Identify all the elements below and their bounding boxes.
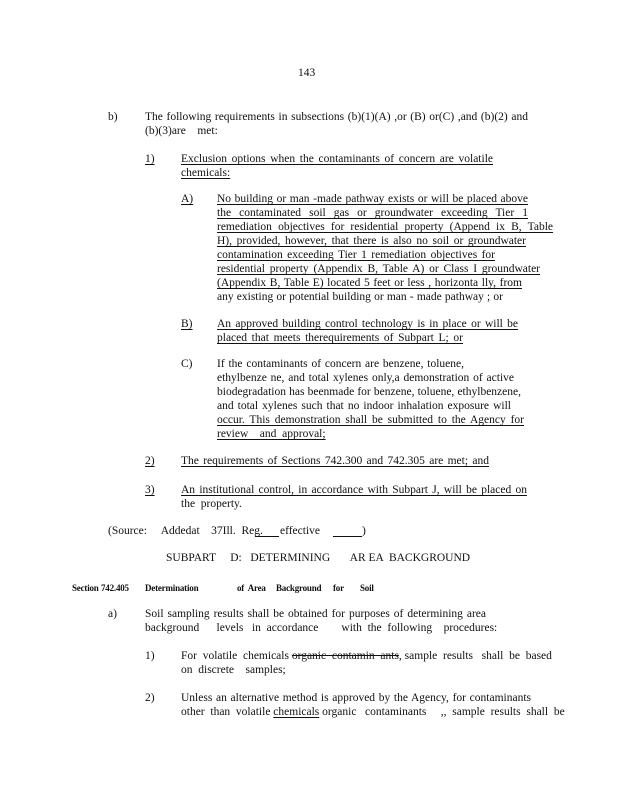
item-b-line-1: The following requirements in subsections (b)(1)(A) ,or (B) or(C) ,and (b)(2) and — [145, 111, 528, 123]
item-3-line-1: An institutional control, in accordance with Subpart J, will be placed on — [181, 484, 527, 496]
item-A-line-2: the contaminated soil gas or groundwater exceeding Tier 1 — [217, 207, 528, 219]
item-b-label: b) — [108, 111, 118, 123]
section-title-4: for — [333, 583, 344, 593]
subpart-heading: SUBPART D: DETERMINING AR EA BACKGROUND — [166, 552, 471, 564]
section-title-2: of Area — [237, 583, 266, 593]
item-a2-underlined: chemicals — [273, 706, 320, 718]
item-C-line-1: If the contaminants of concern are benzene, toluene, — [217, 358, 464, 370]
source-suffix: ) — [362, 525, 366, 537]
item-a1-struck: organic contamin ants — [291, 650, 399, 662]
item-A-line-6: residential property (Appendix B, Table A) or Class I groundwater — [217, 263, 540, 275]
item-a2-line-2 — [181, 705, 565, 719]
item-C-line-2: ethylbenze ne, and total xylenes only,a demonstration of active — [217, 372, 514, 384]
item-a2-pre: other than volatile — [181, 706, 271, 718]
item-A-line-7: (Appendix B, Table E) located 5 feet or less , horizonta lly, from — [217, 277, 522, 289]
item-a-line-2: background levels in accordance with the following procedures: — [145, 622, 498, 634]
item-1-line-1: Exclusion options when the contaminants of concern are volatile — [181, 153, 493, 165]
item-A-line-3: remediation objectives for residential property (Append ix B, Table — [217, 221, 553, 233]
item-B-line-2: placed that meets therequirements of Subpart L; or — [217, 332, 463, 344]
source-blank-1 — [255, 536, 279, 537]
section-title-1: Determination — [145, 583, 199, 593]
item-C-line-3: biodegradation has beenmade for benzene, toluene, ethylbenzene, — [217, 386, 521, 398]
item-C-label: C) — [181, 358, 193, 370]
source-effective: effective — [280, 525, 321, 537]
section-number: 742.405 — [101, 583, 129, 593]
item-a1-line-2: on discrete samples; — [181, 664, 286, 676]
item-a2-label: 2) — [145, 692, 155, 704]
item-2-label: 2) — [145, 455, 155, 467]
item-b-line-2: (b)(3)are met: — [145, 125, 218, 137]
item-C-line-5: occur. This demonstration shall be submitted to the Agency for — [217, 414, 524, 426]
item-a1-label: 1) — [145, 650, 155, 662]
item-1-label: 1) — [145, 153, 155, 165]
item-a-label: a) — [108, 608, 117, 620]
item-C-line-4: and total xylenes such that no indoor inhalation exposure will — [217, 400, 511, 412]
item-a2-line-1: Unless an alternative method is approved by the Agency, for contaminants — [181, 692, 531, 704]
item-A-label: A) — [181, 193, 194, 205]
item-B-label: B) — [181, 318, 193, 330]
item-3-line-2: the property. — [181, 498, 242, 510]
item-A-line-5: contamination exceeding Tier 1 remediation objectives for — [217, 249, 495, 261]
item-A-line-1: No building or man -made pathway exists or will be placed above — [217, 193, 528, 205]
source-prefix: (Source: Addedat 37Ill. Reg. — [108, 525, 263, 537]
item-a1-pre: For volatile chemicals — [181, 650, 289, 662]
item-A-line-4: H), provided, however, that there is also no soil or groundwater — [217, 235, 526, 247]
page-number: 143 — [298, 67, 316, 79]
item-3-label: 3) — [145, 484, 155, 496]
item-a-line-1: Soil sampling results shall be obtained for purposes of determining area — [145, 608, 486, 620]
item-B-line-1: An approved building control technology is in place or will be — [217, 318, 518, 330]
item-a2-post: organic contaminants ,, sample results shall be — [322, 706, 565, 718]
item-1-line-2: chemicals: — [181, 167, 231, 179]
item-a1-line-1 — [181, 649, 552, 663]
source-blank-2 — [333, 536, 362, 537]
item-2-text: The requirements of Sections 742.300 and 742.305 are met; and — [181, 455, 489, 467]
section-title-5: Soil — [360, 583, 374, 593]
item-C-line-6: review and approval; — [217, 428, 326, 440]
item-a1-post: , sample results shall be based — [398, 650, 552, 662]
item-A-line-8: any existing or potential building or man - made pathway ; or — [217, 291, 503, 303]
section-title-3: Background — [276, 583, 322, 593]
section-word: Section — [72, 583, 99, 593]
